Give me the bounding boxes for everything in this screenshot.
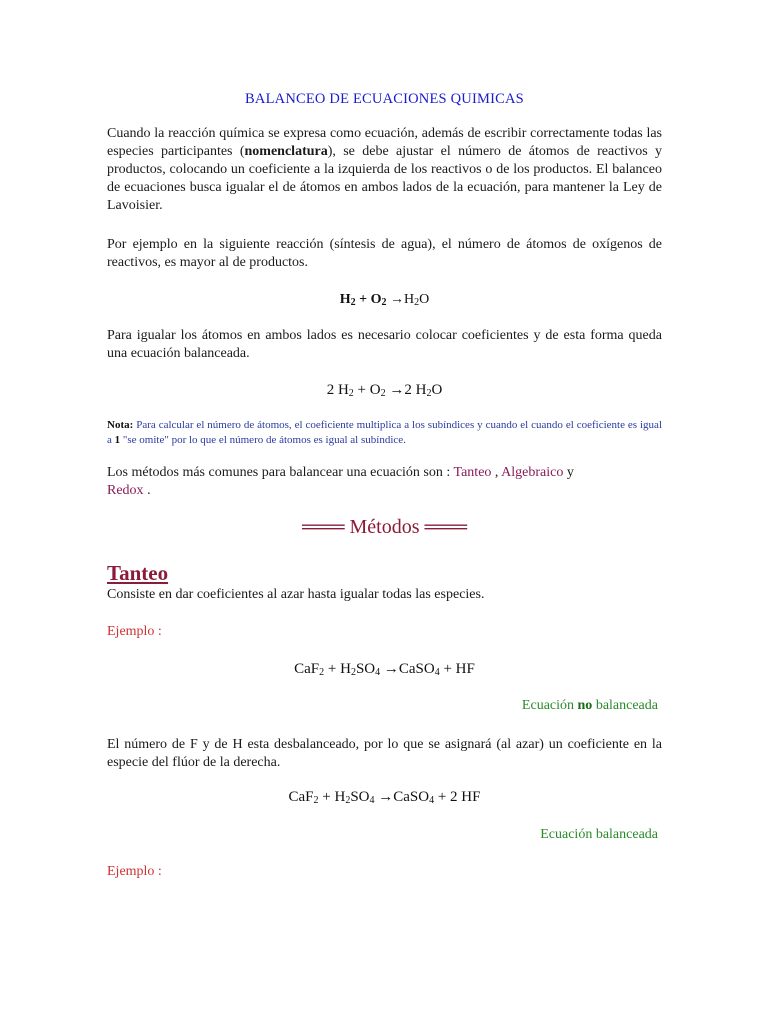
desbalance-paragraph: El número de F y de H esta desbalanceado, por lo que se asignará (al azar) un coeficiente en la especie del flúor de la derecha. [107,737,662,770]
equation-caf2-unbalanced: $CaF_2 + H_2SO_4$ →CaSO$_4$ + HF [294,661,475,678]
link-tanteo[interactable]: Tanteo [453,465,492,480]
tanteo-heading: Tanteo [107,561,169,585]
intro-text-2: ), se debe ajustar el número de átomos de reactivos y productos, colocando un coeficiente a la izquierda de los reactivos o de los productos. El balanceo de ecuaciones busca igualar el de átomos en ambos lados de la ecuación, para mantener la Ley de Lavoisier. [107,144,662,213]
note-block: Nota: Para calcular el número de átomos, el coeficiente multiplica a los subíndices y cuando el cuando el coeficiente es igual a 1 "se omite" por lo que el número de átomos es igual al subíndice. [107,419,662,446]
example-intro-paragraph: Por ejemplo en la siguiente reacción (síntesis de agua), el número de átomos de oxígenos de reactivos, es mayor al de productos. [107,237,662,270]
balance-paragraph: Para igualar los átomos en ambos lados es necesario colocar coeficientes y de esta forma queda una ecuación balanceada. [107,328,662,361]
ejemplo-label-2: Ejemplo : [107,864,162,879]
intro-text-1: Cuando la reacción química se expresa como ecuación, además de escribir correctamente todas las especies participantes ( [107,126,662,159]
status-unbalanced: Ecuación no balanceada [521,698,658,713]
note-label: Nota: [107,419,134,431]
page-title: BALANCEO DE ECUACIONES QUIMICAS [245,91,524,107]
methods-heading: ═══ Métodos ═══ [301,516,468,538]
equation-water-balanced: 2 $H_2 + O_2 \to 2$ $H_2O$ [326,382,443,399]
ejemplo-label: Ejemplo : [107,624,162,639]
status-balanced: Ecuación balanceada [540,827,658,842]
equation-water-unbalanced: $H_2 + O_2 \to H_2O$ [339,292,430,308]
intro-bold-term: nomenclatura [244,144,328,159]
tanteo-description: Consiste en dar coeficientes al azar hasta igualar todas las especies. [107,587,485,602]
equation-caf2-balanced: $CaF_2 + H_2SO_4$ →CaSO$_4$ + 2 HF [288,789,481,806]
intro-paragraph [107,125,662,215]
link-redox[interactable]: Redox [107,483,144,498]
link-algebraico[interactable]: Algebraico [501,465,564,480]
methods-paragraph: Los métodos más comunes para balancear una ecuación son : Tanteo , Algebraico y Redox . [107,465,574,498]
